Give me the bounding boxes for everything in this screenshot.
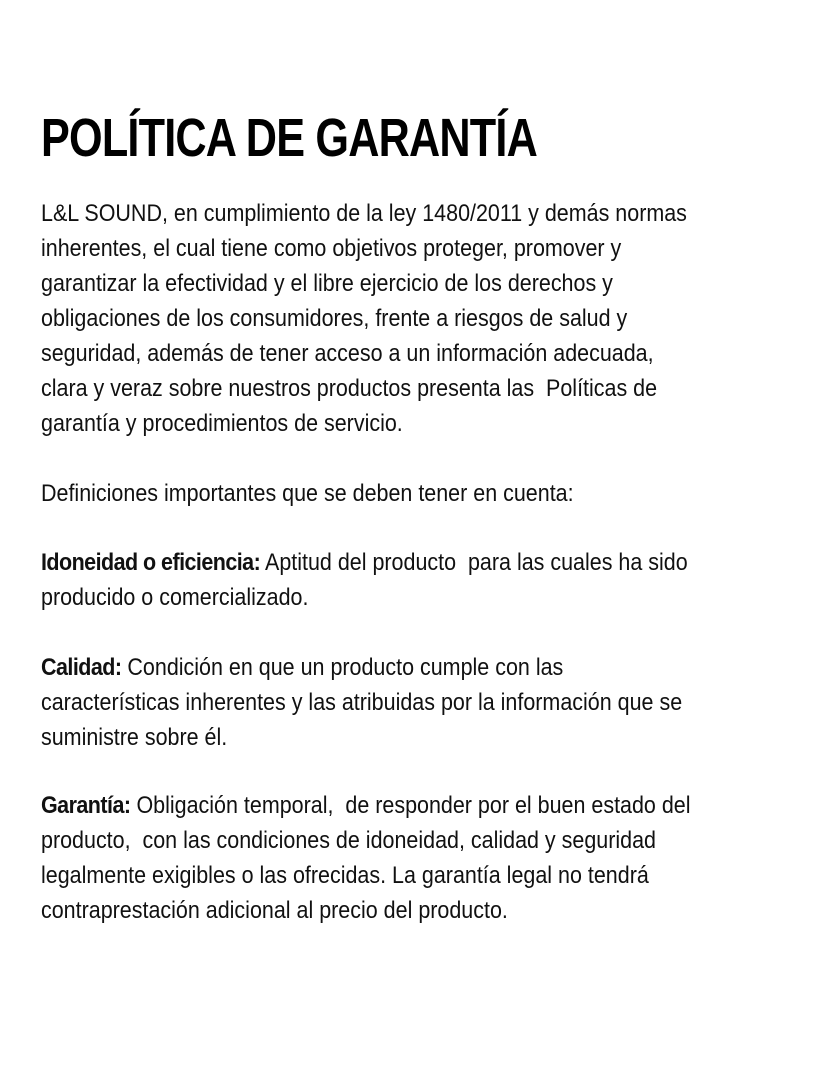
definition-text: producto, con las condiciones de idoneidad, calidad y seguridad [41, 827, 656, 854]
definition-term: Calidad: [41, 654, 122, 681]
definition-term: Garantía: [41, 792, 131, 819]
intro-line: L&L SOUND, en cumplimiento de la ley 1480/2011 y demás normas [41, 200, 687, 227]
definition-garantia [41, 788, 703, 928]
definition-text: Obligación temporal, de responder por el buen estado del [130, 792, 691, 819]
definition-text: producido o comercializado. [41, 584, 309, 611]
definition-text: Condición en que un producto cumple con las [121, 654, 564, 681]
intro-line: clara y veraz sobre nuestros productos presenta las Políticas de [41, 375, 658, 402]
intro-line: garantía y procedimientos de servicio. [41, 410, 403, 437]
definition-text: suministre sobre él. [41, 724, 228, 751]
definitions-heading: Definiciones importantes que se deben tener en cuenta: [41, 480, 574, 507]
definition-term: Idoneidad o eficiencia: [41, 549, 261, 576]
definition-text: Aptitud del producto para las cuales ha sido [260, 549, 688, 576]
definition-text: contraprestación adicional al precio del producto. [41, 897, 508, 924]
definition-text: características inherentes y las atribuidas por la información que se [41, 689, 683, 716]
intro-paragraph [41, 196, 703, 441]
intro-line: obligaciones de los consumidores, frente a riesgos de salud y [41, 305, 628, 332]
page-title: POLÍTICA DE GARANTÍA [41, 108, 537, 168]
intro-line: garantizar la efectividad y el libre ejercicio de los derechos y [41, 270, 613, 297]
definition-idoneidad [41, 545, 703, 615]
definition-text: legalmente exigibles o las ofrecidas. La garantía legal no tendrá [41, 862, 649, 889]
intro-line: seguridad, además de tener acceso a un información adecuada, [41, 340, 654, 367]
definition-calidad [41, 650, 703, 755]
intro-line: inherentes, el cual tiene como objetivos proteger, promover y [41, 235, 622, 262]
